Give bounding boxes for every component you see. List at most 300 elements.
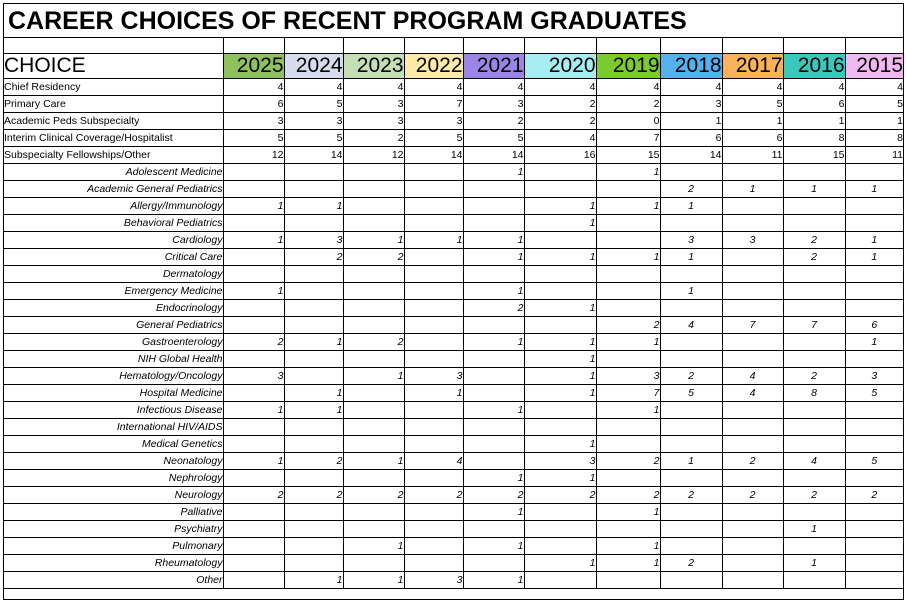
count-cell — [596, 180, 660, 197]
count-cell: 1 — [845, 333, 903, 350]
count-cell — [783, 503, 845, 520]
count-cell — [660, 418, 722, 435]
count-cell: 11 — [845, 146, 903, 163]
category-label: Subspecialty Fellowships/Other — [4, 146, 223, 163]
count-cell: 4 — [284, 78, 343, 95]
year-header: 2018 — [660, 53, 722, 78]
year-header: 2020 — [524, 53, 596, 78]
header-row — [4, 53, 903, 78]
count-cell: 1 — [524, 350, 596, 367]
count-cell: 2 — [343, 248, 404, 265]
count-cell: 3 — [404, 367, 463, 384]
count-cell — [284, 554, 343, 571]
count-cell — [343, 350, 404, 367]
count-cell: 8 — [845, 129, 903, 146]
year-header: 2022 — [404, 53, 463, 78]
empty-cell — [596, 38, 660, 53]
count-cell — [223, 180, 284, 197]
empty-cell — [284, 38, 343, 53]
count-cell — [722, 265, 783, 282]
count-cell — [223, 435, 284, 452]
count-cell — [343, 316, 404, 333]
count-cell — [660, 401, 722, 418]
count-cell: 4 — [722, 367, 783, 384]
count-cell: 2 — [660, 554, 722, 571]
count-cell: 1 — [596, 333, 660, 350]
count-cell: 2 — [223, 333, 284, 350]
count-cell — [660, 537, 722, 554]
count-cell: 1 — [463, 333, 524, 350]
subspecialty-row — [4, 452, 903, 469]
count-cell: 1 — [596, 163, 660, 180]
count-cell: 14 — [660, 146, 722, 163]
count-cell — [223, 554, 284, 571]
count-cell: 7 — [404, 95, 463, 112]
count-cell — [783, 571, 845, 588]
subspecialty-row — [4, 384, 903, 401]
count-cell: 3 — [223, 367, 284, 384]
count-cell: 3 — [404, 112, 463, 129]
subspecialty-row — [4, 197, 903, 214]
count-cell: 2 — [596, 316, 660, 333]
count-cell: 1 — [845, 248, 903, 265]
count-cell: 2 — [404, 486, 463, 503]
count-cell: 2 — [783, 486, 845, 503]
year-header: 2025 — [223, 53, 284, 78]
subspecialty-label: General Pediatrics — [4, 316, 223, 333]
count-cell — [463, 214, 524, 231]
count-cell: 2 — [284, 486, 343, 503]
count-cell — [223, 571, 284, 588]
count-cell — [284, 214, 343, 231]
count-cell: 1 — [783, 520, 845, 537]
count-cell — [845, 265, 903, 282]
count-cell: 6 — [783, 95, 845, 112]
count-cell — [783, 282, 845, 299]
empty-cell — [845, 38, 903, 53]
count-cell — [223, 299, 284, 316]
count-cell: 2 — [722, 486, 783, 503]
count-cell: 1 — [463, 248, 524, 265]
count-cell: 3 — [524, 452, 596, 469]
count-cell — [783, 401, 845, 418]
empty-cell — [223, 38, 284, 53]
count-cell — [845, 554, 903, 571]
subspecialty-row — [4, 299, 903, 316]
count-cell: 2 — [463, 112, 524, 129]
count-cell: 1 — [524, 367, 596, 384]
count-cell — [722, 571, 783, 588]
subspecialty-label: Hospital Medicine — [4, 384, 223, 401]
count-cell: 6 — [660, 129, 722, 146]
count-cell — [463, 197, 524, 214]
count-cell — [223, 163, 284, 180]
count-cell — [404, 299, 463, 316]
count-cell — [284, 418, 343, 435]
count-cell: 1 — [343, 571, 404, 588]
count-cell — [660, 163, 722, 180]
count-cell — [845, 163, 903, 180]
count-cell — [722, 554, 783, 571]
count-cell: 4 — [845, 78, 903, 95]
count-cell — [343, 469, 404, 486]
count-cell — [783, 418, 845, 435]
count-cell: 6 — [722, 129, 783, 146]
count-cell — [284, 163, 343, 180]
count-cell — [524, 163, 596, 180]
count-cell: 1 — [284, 401, 343, 418]
count-cell — [223, 469, 284, 486]
count-cell — [404, 316, 463, 333]
count-cell: 2 — [722, 452, 783, 469]
count-cell — [783, 469, 845, 486]
subspecialty-row — [4, 503, 903, 520]
count-cell — [404, 163, 463, 180]
subspecialty-label: Neonatology — [4, 452, 223, 469]
count-cell: 1 — [284, 197, 343, 214]
count-cell — [223, 265, 284, 282]
subspecialty-label: Dermatology — [4, 265, 223, 282]
count-cell: 3 — [284, 112, 343, 129]
count-cell — [722, 537, 783, 554]
category-row — [4, 112, 903, 129]
count-cell — [722, 401, 783, 418]
count-cell — [463, 435, 524, 452]
count-cell — [845, 350, 903, 367]
subspecialty-label: Emergency Medicine — [4, 282, 223, 299]
count-cell — [343, 554, 404, 571]
count-cell — [722, 299, 783, 316]
count-cell: 2 — [596, 95, 660, 112]
subspecialty-label: Gastroenterology — [4, 333, 223, 350]
year-header: 2016 — [783, 53, 845, 78]
count-cell: 2 — [783, 231, 845, 248]
category-row — [4, 129, 903, 146]
count-cell — [524, 265, 596, 282]
count-cell: 1 — [524, 384, 596, 401]
subspecialty-row — [4, 520, 903, 537]
count-cell — [343, 214, 404, 231]
category-label: Academic Peds Subspecialty — [4, 112, 223, 129]
count-cell: 4 — [524, 129, 596, 146]
count-cell — [783, 265, 845, 282]
count-cell — [463, 384, 524, 401]
count-cell: 1 — [524, 248, 596, 265]
count-cell: 1 — [524, 435, 596, 452]
count-cell — [660, 265, 722, 282]
count-cell: 15 — [783, 146, 845, 163]
count-cell: 4 — [722, 384, 783, 401]
year-header: 2023 — [343, 53, 404, 78]
subspecialty-label: Hematology/Oncology — [4, 367, 223, 384]
count-cell — [223, 316, 284, 333]
subspecialty-row — [4, 316, 903, 333]
year-header: 2024 — [284, 53, 343, 78]
count-cell: 5 — [404, 129, 463, 146]
count-cell — [845, 214, 903, 231]
count-cell: 2 — [783, 248, 845, 265]
count-cell: 2 — [660, 180, 722, 197]
count-cell — [660, 333, 722, 350]
count-cell — [524, 571, 596, 588]
count-cell — [524, 503, 596, 520]
count-cell: 1 — [596, 248, 660, 265]
count-cell — [660, 214, 722, 231]
count-cell: 5 — [845, 384, 903, 401]
subspecialty-row — [4, 367, 903, 384]
subspecialty-row — [4, 163, 903, 180]
count-cell — [783, 537, 845, 554]
count-cell: 0 — [596, 112, 660, 129]
count-cell — [660, 299, 722, 316]
count-cell — [596, 282, 660, 299]
count-cell: 5 — [722, 95, 783, 112]
count-cell — [343, 418, 404, 435]
count-cell — [722, 214, 783, 231]
count-cell: 4 — [596, 78, 660, 95]
count-cell — [463, 554, 524, 571]
count-cell: 7 — [783, 316, 845, 333]
count-cell: 1 — [463, 401, 524, 418]
count-cell: 1 — [783, 112, 845, 129]
count-cell: 2 — [284, 248, 343, 265]
count-cell: 5 — [660, 384, 722, 401]
subspecialty-row — [4, 469, 903, 486]
count-cell — [524, 180, 596, 197]
count-cell — [722, 248, 783, 265]
count-cell — [223, 503, 284, 520]
count-cell — [284, 503, 343, 520]
count-cell — [404, 282, 463, 299]
count-cell: 8 — [783, 129, 845, 146]
category-row — [4, 95, 903, 112]
count-cell: 1 — [343, 537, 404, 554]
count-cell — [596, 214, 660, 231]
subspecialty-row — [4, 265, 903, 282]
count-cell — [524, 316, 596, 333]
count-cell — [404, 197, 463, 214]
count-cell — [284, 350, 343, 367]
count-cell: 14 — [463, 146, 524, 163]
count-cell: 1 — [463, 503, 524, 520]
count-cell: 1 — [524, 554, 596, 571]
count-cell — [284, 537, 343, 554]
count-cell — [524, 418, 596, 435]
count-cell: 1 — [783, 554, 845, 571]
subspecialty-row — [4, 537, 903, 554]
count-cell — [845, 571, 903, 588]
count-cell — [343, 180, 404, 197]
count-cell — [404, 537, 463, 554]
count-cell — [404, 265, 463, 282]
count-cell — [343, 265, 404, 282]
count-cell — [845, 503, 903, 520]
subspecialty-label: Behavioral Pediatrics — [4, 214, 223, 231]
count-cell — [722, 350, 783, 367]
count-cell: 1 — [596, 554, 660, 571]
count-cell: 7 — [722, 316, 783, 333]
count-cell: 4 — [524, 78, 596, 95]
count-cell: 1 — [343, 452, 404, 469]
count-cell — [343, 520, 404, 537]
count-cell — [845, 299, 903, 316]
count-cell — [223, 214, 284, 231]
count-cell: 1 — [404, 231, 463, 248]
count-cell: 2 — [524, 486, 596, 503]
page-title: CAREER CHOICES OF RECENT PROGRAM GRADUATES — [4, 4, 903, 38]
count-cell: 1 — [660, 112, 722, 129]
count-cell: 1 — [223, 282, 284, 299]
count-cell: 5 — [284, 129, 343, 146]
count-cell: 8 — [783, 384, 845, 401]
count-cell — [463, 520, 524, 537]
count-cell — [223, 350, 284, 367]
subspecialty-row — [4, 435, 903, 452]
count-cell — [284, 469, 343, 486]
count-cell — [660, 435, 722, 452]
subspecialty-label: Academic General Pediatrics — [4, 180, 223, 197]
count-cell: 1 — [223, 401, 284, 418]
count-cell: 4 — [404, 78, 463, 95]
subspecialty-row — [4, 571, 903, 588]
count-cell: 1 — [284, 384, 343, 401]
count-cell: 1 — [343, 231, 404, 248]
count-cell: 1 — [596, 401, 660, 418]
count-cell — [783, 214, 845, 231]
count-cell — [223, 418, 284, 435]
count-cell — [722, 197, 783, 214]
count-cell: 12 — [343, 146, 404, 163]
count-cell — [463, 316, 524, 333]
count-cell: 1 — [660, 452, 722, 469]
category-row — [4, 78, 903, 95]
count-cell: 1 — [660, 197, 722, 214]
count-cell: 4 — [660, 316, 722, 333]
count-cell: 1 — [463, 469, 524, 486]
subspecialty-row — [4, 248, 903, 265]
count-cell — [783, 299, 845, 316]
count-cell: 2 — [524, 95, 596, 112]
subspecialty-label: Infectious Disease — [4, 401, 223, 418]
count-cell — [596, 418, 660, 435]
subspecialty-row — [4, 350, 903, 367]
empty-cell — [4, 38, 223, 53]
count-cell: 3 — [845, 367, 903, 384]
count-cell: 3 — [660, 95, 722, 112]
count-cell — [404, 520, 463, 537]
count-cell: 1 — [596, 197, 660, 214]
count-cell — [284, 299, 343, 316]
count-cell — [722, 282, 783, 299]
count-cell — [524, 282, 596, 299]
count-cell — [783, 163, 845, 180]
count-cell: 2 — [343, 486, 404, 503]
subspecialty-row — [4, 486, 903, 503]
count-cell: 5 — [845, 95, 903, 112]
subspecialty-row — [4, 180, 903, 197]
year-header: 2015 — [845, 53, 903, 78]
count-cell — [722, 435, 783, 452]
count-cell: 2 — [660, 367, 722, 384]
count-cell — [845, 401, 903, 418]
count-cell — [660, 469, 722, 486]
count-cell: 1 — [596, 537, 660, 554]
empty-cell — [783, 38, 845, 53]
empty-cell — [343, 38, 404, 53]
subspecialty-label: NIH Global Health — [4, 350, 223, 367]
count-cell — [524, 231, 596, 248]
subspecialty-label: Psychiatry — [4, 520, 223, 537]
count-cell: 5 — [845, 452, 903, 469]
count-cell: 1 — [463, 282, 524, 299]
count-cell — [343, 282, 404, 299]
count-cell — [783, 435, 845, 452]
count-cell: 1 — [845, 231, 903, 248]
count-cell — [524, 401, 596, 418]
subspecialty-label: Medical Genetics — [4, 435, 223, 452]
count-cell — [223, 537, 284, 554]
year-header: 2021 — [463, 53, 524, 78]
count-cell — [722, 418, 783, 435]
career-choices-grid — [4, 38, 903, 589]
count-cell — [404, 401, 463, 418]
count-cell — [284, 520, 343, 537]
count-cell: 3 — [660, 231, 722, 248]
count-cell: 2 — [524, 112, 596, 129]
category-label: Interim Clinical Coverage/Hospitalist — [4, 129, 223, 146]
count-cell — [404, 180, 463, 197]
count-cell — [845, 197, 903, 214]
count-cell — [596, 435, 660, 452]
count-cell — [223, 520, 284, 537]
count-cell — [722, 503, 783, 520]
count-cell — [463, 180, 524, 197]
count-cell — [596, 231, 660, 248]
subspecialty-label: Adolescent Medicine — [4, 163, 223, 180]
count-cell — [343, 384, 404, 401]
subspecialty-label: Cardiology — [4, 231, 223, 248]
count-cell — [284, 316, 343, 333]
count-cell: 1 — [463, 163, 524, 180]
count-cell: 14 — [404, 146, 463, 163]
count-cell: 1 — [223, 452, 284, 469]
subspecialty-label: International HIV/AIDS — [4, 418, 223, 435]
count-cell — [404, 350, 463, 367]
count-cell — [845, 469, 903, 486]
count-cell: 1 — [343, 367, 404, 384]
count-cell — [343, 503, 404, 520]
count-cell — [404, 435, 463, 452]
count-cell: 1 — [404, 384, 463, 401]
year-header: 2017 — [722, 53, 783, 78]
count-cell: 1 — [660, 248, 722, 265]
subspecialty-label: Pulmonary — [4, 537, 223, 554]
count-cell — [524, 520, 596, 537]
subspecialty-row — [4, 401, 903, 418]
count-cell: 3 — [722, 231, 783, 248]
count-cell: 15 — [596, 146, 660, 163]
count-cell: 3 — [343, 112, 404, 129]
count-cell: 6 — [223, 95, 284, 112]
count-cell: 4 — [404, 452, 463, 469]
subspecialty-label: Rheumatology — [4, 554, 223, 571]
count-cell — [783, 350, 845, 367]
subspecialty-row — [4, 231, 903, 248]
count-cell: 2 — [463, 299, 524, 316]
empty-cell — [660, 38, 722, 53]
count-cell — [722, 520, 783, 537]
count-cell — [404, 418, 463, 435]
